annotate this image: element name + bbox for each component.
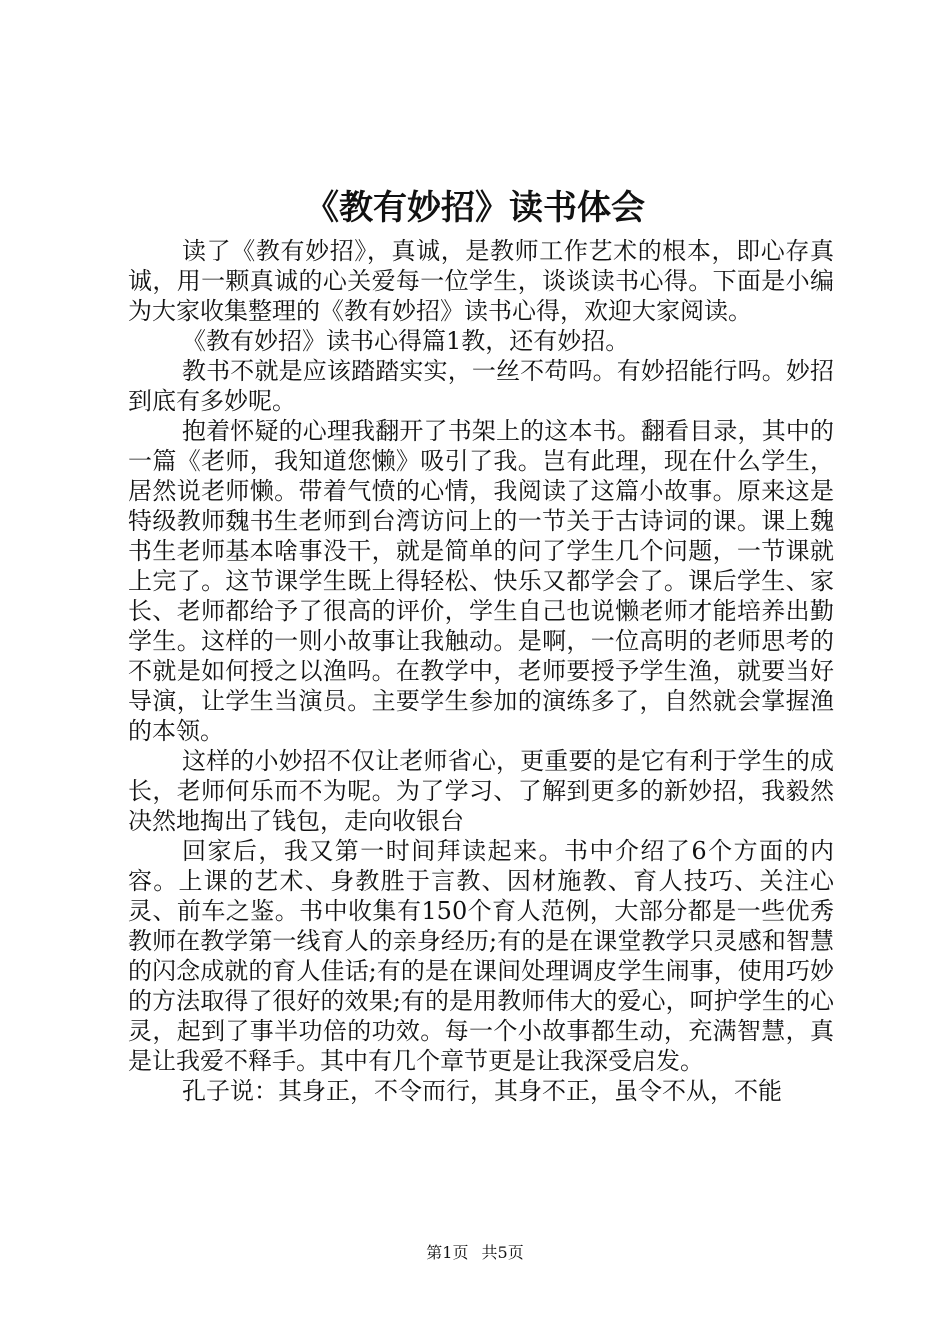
- paragraph: 孔子说：其身正，不令而行，其身不正，虽令不从，不能: [182, 1077, 782, 1105]
- paragraph: 这样的小妙招不仅让老师省心，更重要的是它有利于学生的成长，老师何乐而不为呢。为了学习、了解到更多的新妙招，我毅然决然地掏出了钱包，走向收银台: [128, 747, 834, 835]
- paragraph: 《教有妙招》读书心得篇1教，还有妙招。: [182, 327, 630, 355]
- paragraph: 抱着怀疑的心理我翻开了书架上的这本书。翻看目录，其中的一篇《老师，我知道您懒》吸引了我。岂有此理，现在什么学生，居然说老师懒。带着气愤的心情，我阅读了这篇小故事。原来这是特级教师魏书生老师到台湾访问上的一节关于古诗词的课。课上魏书生老师基本啥事没干，就是简单的问了学生几个问题，一节课就上完了。这节课学生既上得轻松、快乐又都学会了。课后学生、家长、老师都给予了很高的评价，学生自己也说懒老师才能培养出勤学生。这样的一则小故事让我触动。是啊，一位高明的老师思考的不就是如何授之以渔吗。在教学中，老师要授予学生渔，就要当好导演，让学生当演员。主要学生参加的演练多了，自然就会掌握渔的本领。: [128, 417, 834, 745]
- paragraph: 教书不就是应该踏踏实实，一丝不苟吗。有妙招能行吗。妙招到底有多妙呢。: [128, 357, 834, 415]
- paragraph: 读了《教有妙招》，真诚，是教师工作艺术的根本，即心存真诚，用一颗真诚的心关爱每一位学生，谈谈读书心得。下面是小编为大家收集整理的《教有妙招》读书心得，欢迎大家阅读。: [128, 237, 834, 325]
- document-title: 《教有妙招》读书体会: [305, 188, 645, 228]
- page-total: 共5页: [481, 1243, 524, 1262]
- paragraph: 回家后，我又第一时间拜读起来。书中介绍了6个方面的内容。上课的艺术、身教胜于言教、因材施教、育人技巧、关注心灵、前车之鉴。书中收集有150个育人范例，大部分都是一些优秀教师在教学第一线育人的亲身经历;有的是在课堂教学只灵感和智慧的闪念成就的育人佳话;有的是在课间处理调皮学生闹事，使用巧妙的方法取得了很好的效果;有的是用教师伟大的爱心，呵护学生的心灵，起到了事半功倍的功效。每一个小故事都生动，充满智慧，真是让我爱不释手。其中有几个章节更是让我深受启发。: [128, 837, 834, 1075]
- page-number: 第1页: [426, 1243, 469, 1262]
- document-body: [128, 236, 834, 1106]
- page-footer: [0, 1243, 950, 1263]
